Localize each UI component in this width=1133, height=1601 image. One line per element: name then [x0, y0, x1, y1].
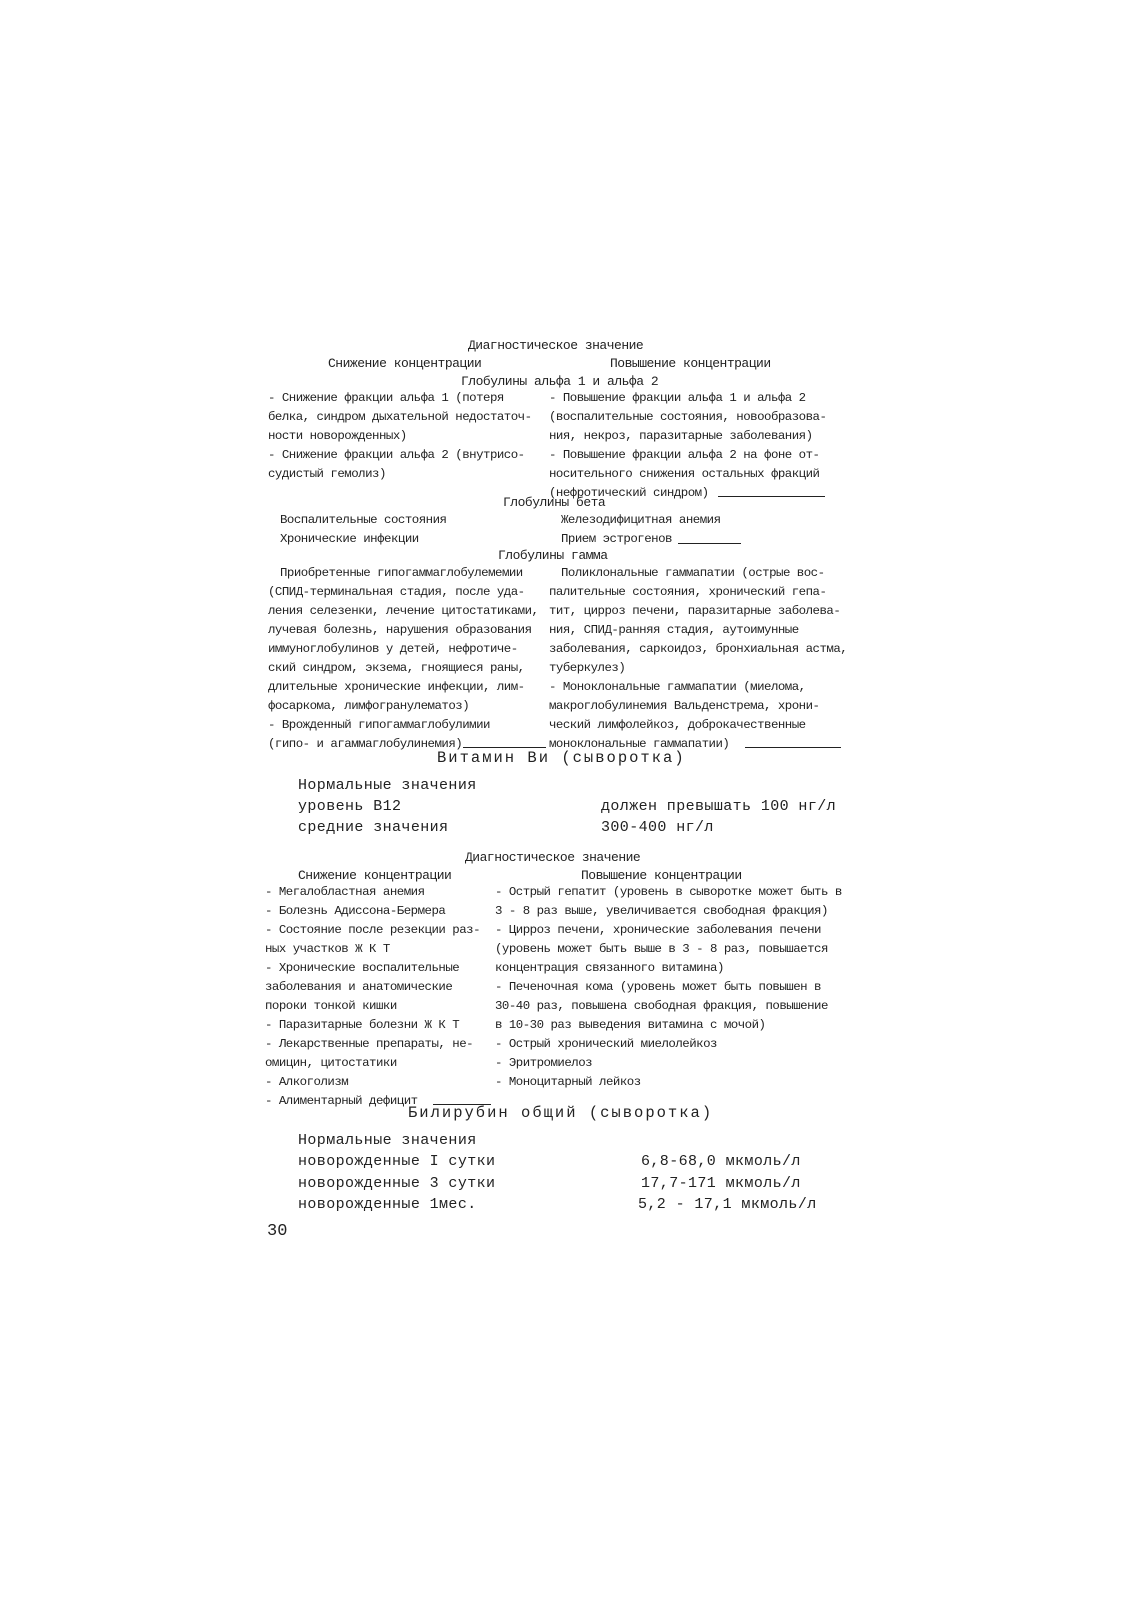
- list-item: заболевания, саркоидоз, бронхиальная астма,: [549, 642, 848, 656]
- list-item: ния, СПИД-ранняя стадия, аутоимунные: [549, 623, 799, 637]
- list-item: Прием эстрогенов: [561, 532, 672, 546]
- list-item: Воспалительные состояния: [280, 513, 447, 527]
- bilirubin-row-label: новорожденные 3 сутки: [298, 1175, 496, 1192]
- gamma-globulins-heading: Глобулины гамма: [498, 548, 608, 563]
- list-item: - Алиментарный дефицит: [265, 1094, 418, 1108]
- list-item: - Алкоголизм: [265, 1075, 349, 1089]
- list-item: (воспалительные состояния, новообразова-: [549, 410, 827, 424]
- divider: [745, 747, 841, 748]
- beta-decrease-list: [280, 511, 446, 549]
- list-item: заболевания и анатомические: [265, 980, 453, 994]
- list-item: - Состояние после резекции раз-: [265, 923, 481, 937]
- gamma-decrease-list: [268, 564, 539, 754]
- bilirubin-row-label: новорожденные 1мес.: [298, 1196, 477, 1213]
- gamma-increase-list: [549, 564, 847, 754]
- list-item: - Снижение фракции альфа 1 (потеря: [268, 391, 504, 405]
- b12-increase-list: [495, 883, 842, 1092]
- list-item: - Острый гепатит (уровень в сыворотке может быть в: [495, 885, 842, 899]
- column-increase-heading: Повышение концентрации: [581, 868, 742, 883]
- list-item: - Снижение фракции альфа 2 (внутрисо-: [268, 448, 525, 462]
- list-item: - Хронические воспалительные: [265, 961, 460, 975]
- list-item: - Паразитарные болезни Ж К Т: [265, 1018, 460, 1032]
- divider: [718, 496, 825, 497]
- list-item: - Повышение фракции альфа 1 и альфа 2: [549, 391, 806, 405]
- bilirubin-row-value: 17,7-171 мкмоль/л: [641, 1175, 801, 1192]
- bilirubin-row-label: новорожденные I сутки: [298, 1153, 496, 1170]
- list-item: - Эритромиелоз: [495, 1056, 593, 1070]
- list-item: - Печеночная кома (уровень может быть повышен в: [495, 980, 821, 994]
- list-item: омицин, цитостатики: [265, 1056, 397, 1070]
- divider: [678, 543, 741, 544]
- list-item: 30-40 раз, повышена свободная фракция, повышение: [495, 999, 828, 1013]
- list-item: ния, некроз, паразитарные заболевания): [549, 429, 813, 443]
- list-item: лучевая болезнь, нарушения образования: [268, 623, 532, 637]
- list-item: носительного снижения остальных фракций: [549, 467, 820, 481]
- list-item: длительные хронические инфекции, лим-: [268, 680, 525, 694]
- list-item: пороки тонкой кишки: [265, 999, 397, 1013]
- alpha-decrease-list: [268, 389, 532, 484]
- normal-values-heading: Нормальные значения: [298, 1132, 477, 1149]
- list-item: Поликлональные гаммапатии (острые вос-: [561, 566, 825, 580]
- list-item: ский синдром, экзема, гноящиеся раны,: [268, 661, 525, 675]
- b12-decrease-list: [265, 883, 480, 1111]
- alpha-globulins-heading: Глобулины альфа 1 и альфа 2: [461, 374, 659, 389]
- list-item: ности новорожденных): [268, 429, 407, 443]
- list-item: ных участков Ж К Т: [265, 942, 390, 956]
- list-item: - Болезнь Адиссона-Бермера: [265, 904, 446, 918]
- normal-values-heading: Нормальные значения: [298, 777, 477, 794]
- list-item: тит, цирроз печени, паразитарные заболева-: [549, 604, 841, 618]
- section-title-b12: Витамин Ви (сыворотка): [437, 749, 686, 767]
- list-item: - Врожденный гипогаммаглобулимии: [268, 718, 490, 732]
- list-item: (СПИД-терминальная стадия, после уда-: [268, 585, 525, 599]
- alpha-increase-list: [549, 389, 826, 503]
- list-item: Железодифицитная анемия: [561, 513, 721, 527]
- list-item: - Мегалобластная анемия: [265, 885, 425, 899]
- divider: [463, 747, 546, 748]
- column-increase-heading: Повышение концентрации: [610, 356, 771, 371]
- list-item: - Моноклональные гаммапатии (миелома,: [549, 680, 806, 694]
- list-item: белка, синдром дыхательной недостаточ-: [268, 410, 532, 424]
- list-item: ления селезенки, лечение цитостатиками,: [268, 604, 539, 618]
- list-item: - Цирроз печени, хронические заболевания печени: [495, 923, 821, 937]
- list-item: Хронические инфекции: [280, 532, 419, 546]
- b12-row-value: 300-400 нг/л: [601, 819, 714, 836]
- list-item: - Лекарственные препараты, не-: [265, 1037, 474, 1051]
- list-item: (уровень может быть выше в 3 - 8 раз, повышается: [495, 942, 828, 956]
- list-item: (нефротический синдром): [549, 486, 709, 500]
- list-item: иммуноглобулинов у детей, нефротиче-: [268, 642, 518, 656]
- list-item: - Моноцитарный лейкоз: [495, 1075, 641, 1089]
- page-number: 30: [267, 1222, 288, 1241]
- list-item: макроглобулинемия Вальденстрема, хрони-: [549, 699, 820, 713]
- list-item: концентрация связанного витамина): [495, 961, 724, 975]
- list-item: 3 - 8 раз выше, увеличивается свободная фракция): [495, 904, 828, 918]
- diagnostic-heading: Диагностическое значение: [465, 850, 641, 865]
- list-item: Приобретенные гипогаммаглобулемемии: [280, 566, 523, 580]
- list-item: - Острый хронический миелолейкоз: [495, 1037, 717, 1051]
- list-item: моноклональные гаммапатии): [549, 737, 730, 751]
- bilirubin-row-value: 6,8-68,0 мкмоль/л: [641, 1153, 801, 1170]
- diagnostic-heading: Диагностическое значение: [468, 338, 644, 353]
- list-item: палительные состояния, хронический гепа-: [549, 585, 827, 599]
- list-item: судистый гемолиз): [268, 467, 386, 481]
- bilirubin-row-value: 5,2 - 17,1 мкмоль/л: [638, 1196, 817, 1213]
- section-title-bilirubin: Билирубин общий (сыворотка): [408, 1104, 714, 1122]
- list-item: туберкулез): [549, 661, 626, 675]
- column-decrease-heading: Снижение концентрации: [298, 868, 452, 883]
- list-item: в 10-30 раз выведения витамина с мочой): [495, 1018, 766, 1032]
- list-item: (гипо- и агаммаглобулинемия): [268, 737, 463, 751]
- b12-row-label: средние значения: [298, 819, 449, 836]
- beta-globulins-heading: Глобулины бета: [503, 495, 606, 510]
- list-item: ческий лимфолейкоз, доброкачественные: [549, 718, 806, 732]
- b12-row-label: уровень В12: [298, 798, 402, 815]
- list-item: - Повышение фракции альфа 2 на фоне от-: [549, 448, 820, 462]
- list-item: фосаркома, лимфогранулематоз): [268, 699, 470, 713]
- b12-row-value: должен превышать 100 нг/л: [601, 798, 837, 815]
- column-decrease-heading: Снижение концентрации: [328, 356, 482, 371]
